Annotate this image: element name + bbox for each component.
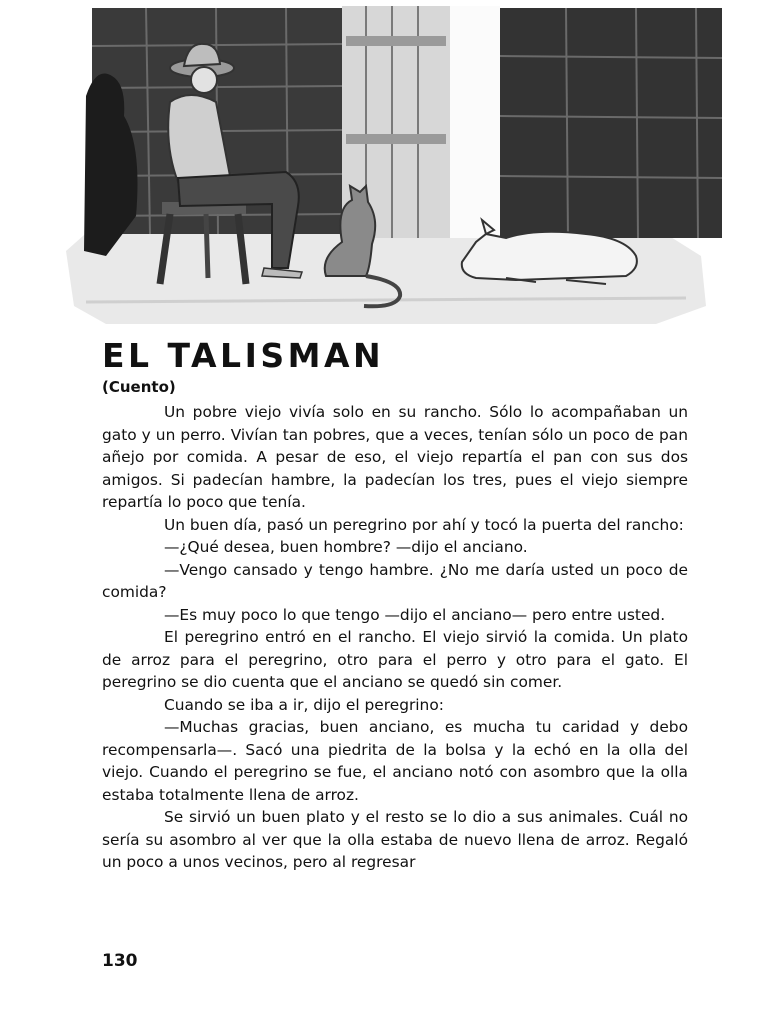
story-paragraph: —Es muy poco lo que tengo —dijo el anciano— pero entre usted. — [164, 605, 666, 624]
illustration-old-man-cat-dog — [66, 6, 724, 324]
story-paragraph: Cuando se iba a ir, dijo el peregrino: — [164, 695, 444, 714]
page-number: 130 — [102, 951, 138, 971]
story-title: EL TALISMAN — [102, 336, 385, 375]
story-paragraph: Un pobre viejo vivía solo en su rancho. Sólo lo acompañaban un gato y un perro. Vivían tan pobres, que a veces, tenían sólo un poco de pan añejo por comida. A pesar de eso, el viejo repartía el pan con sus dos amigos. Si padecían hambre, la padecían los tres, pues el viejo siempre repartía lo poco que tenía. — [102, 403, 688, 511]
story-body — [102, 401, 688, 874]
story-subtitle: (Cuento) — [102, 378, 176, 396]
story-paragraph: Un buen día, pasó un peregrino por ahí y tocó la puerta del rancho: — [164, 515, 684, 534]
story-paragraph: —Vengo cansado y tengo hambre. ¿No me daría usted un poco de comida? — [102, 560, 688, 601]
story-paragraph: —Muchas gracias, buen anciano, es mucha tu caridad y debo recompensarla—. Sacó una piedrita de la bolsa y la echó en la olla del viejo. Cuando el peregrino se fue, el anciano notó con asombro que la olla estaba totalmente llena de arroz. — [102, 718, 688, 804]
story-paragraph: —¿Qué desea, buen hombre? —dijo el anciano. — [164, 538, 528, 556]
story-paragraph: Se sirvió un buen plato y el resto se lo dio a sus animales. Cuál no sería su asombro al ver que la olla estaba de nuevo llena de arroz. Regaló un poco a unos vecinos, pero al regresar — [102, 808, 688, 871]
story-paragraph: El peregrino entró en el rancho. El viejo sirvió la comida. Un plato de arroz para el peregrino, otro para el perro y otro para el gato. El peregrino se dio cuenta que el anciano se quedó sin comer. — [102, 628, 688, 691]
